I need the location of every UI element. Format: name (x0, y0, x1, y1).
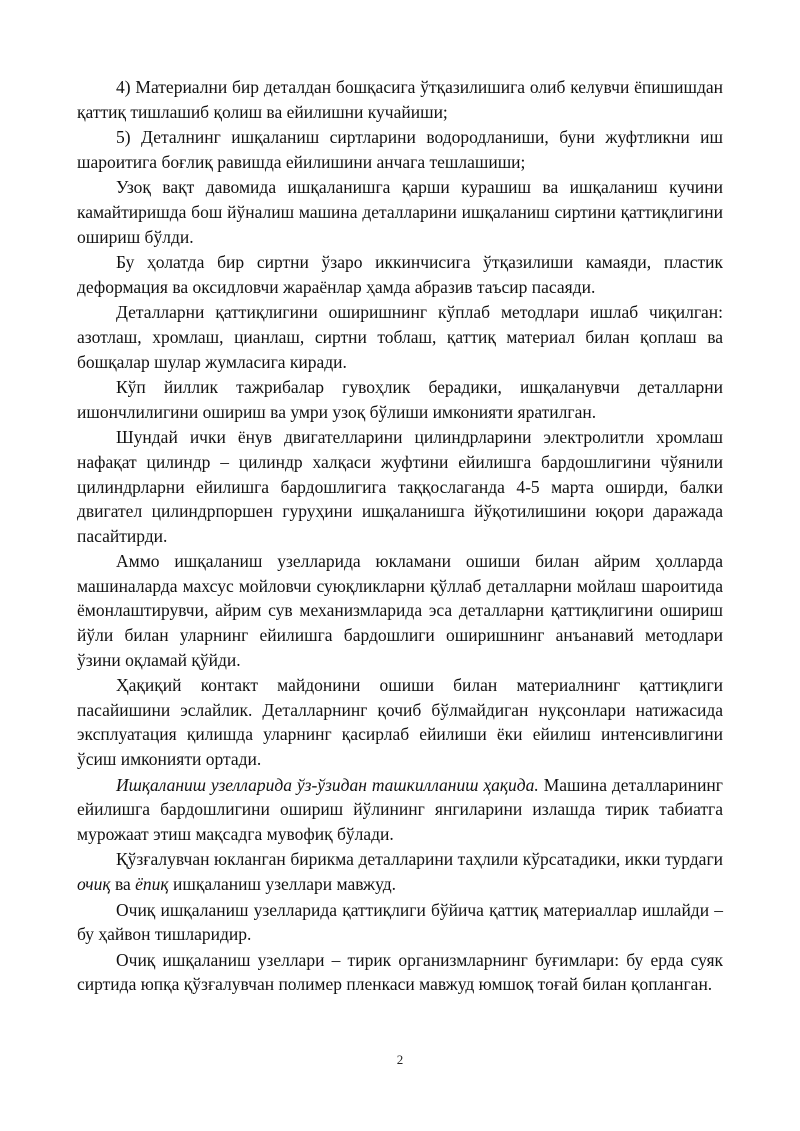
paragraph-text: ва (110, 874, 136, 894)
paragraph (77, 898, 723, 947)
paragraph-text: ишқаланиш узеллари мавжуд. (168, 874, 396, 894)
page-number: 2 (396, 1052, 404, 1067)
paragraph-item-4 (77, 75, 723, 124)
paragraph-text: Очиқ ишқаланиш узеллари – тирик организмларнинг буғимлари: бу ерда суяк сиртида юпқа қўзғалувчан полимер пленкаси мавжуд юмшоқ тоғай билан қопланган. (77, 949, 723, 995)
paragraph (77, 549, 723, 672)
paragraph (77, 250, 723, 299)
paragraph (77, 375, 723, 424)
document-body (77, 74, 723, 997)
paragraph-item-5 (77, 125, 723, 174)
paragraph (77, 300, 723, 374)
term-open: очиқ (77, 874, 111, 894)
paragraph-text: 5) Деталнинг ишқаланиш сиртларини водородланиши, буни жуфтликни иш шароитига боғлиқ равишда ейилишини анчага тешлашиши; (77, 127, 723, 172)
paragraph-text: Ҳақиқий контакт майдонини ошиши билан материалнинг қаттиқлиги пасайишини эслайлик. Деталларнинг қочиб бўлмайдиган нуқсонлари натижасида эксплуатация қилишда уларнинг қасирлаб ейилиши ёки ейилиш интенсивлигини ўсиш имконияти ортади. (77, 675, 723, 770)
paragraph-text: Деталларни қаттиқлигини оширишнинг кўплаб методлари ишлаб чиқилган: азотлаш, хромлаш, цианлаш, сиртни тоблаш, қаттиқ материал билан қоплаш ва бошқалар шулар жумласига киради. (77, 302, 723, 372)
paragraph-text: Қўзғалувчан юкланган бирикма деталларини таҳлили кўрсатадики, икки турдаги (116, 849, 723, 870)
section-heading: Ишқаланиш узелларида ўз-ўзидан ташкилланиш ҳақида. (116, 774, 539, 795)
paragraph-text: Аммо ишқаланиш узелларида юкламани ошиши билан айрим ҳолларда машиналарда махсус мойловчи суюқликларни қўллаб деталларни мойлаш шароитида ёмонлаштирувчи, айрим сув механизмларида эса деталларни қаттиқлигини ошириш йўли билан уларнинг ейилишга бардошлиги оширишнинг анъанавий методлари ўзини оқламай қўйди. (77, 551, 723, 670)
paragraph (77, 175, 723, 249)
term-closed: ёпиқ (135, 874, 169, 894)
paragraph (77, 673, 723, 771)
paragraph-text: Узоқ вақт давомида ишқаланишга қарши курашиш ва ишқаланиш кучини камайтиришда бош йўналиш машина деталларини ишқаланиш сиртини қаттиқлигини ошириш бўлди. (77, 177, 723, 247)
paragraph (77, 847, 723, 896)
paragraph (77, 948, 723, 997)
paragraph-text: Машина деталларининг ейилишга бардошлигини ошириш йўлининг янгиларини излашда тирик табиатга мурожаат этиш мақсадга мувофиқ бўлади. (77, 774, 723, 844)
paragraph-text: Кўп йиллик тажрибалар гувоҳлик берадики, ишқаланувчи деталларни ишончлилигини ошириш ва умри узоқ бўлиши имконияти яратилган. (77, 377, 723, 422)
paragraph-text: 4) Материални бир деталдан бошқасига ўтқазилишига олиб келувчи ёпишишдан қаттиқ тишлашиб қолиш ва ейилишни кучайиши; (77, 77, 723, 122)
paragraph-text: Очиқ ишқаланиш узелларида қаттиқлиги бўйича қаттиқ материаллар ишлайди – бу ҳайвон тишларидир. (77, 899, 723, 945)
paragraph-text: Бу ҳолатда бир сиртни ўзаро иккинчисига ўтқазилиши камаяди, пластик деформация ва оксидловчи жараёнлар ҳамда абразив таъсир пасаяди. (77, 252, 723, 297)
paragraph-text: Шундай ички ёнув двигателларини цилиндрларини электролитли хромлаш нафақат цилиндр – цилиндр халқаси жуфтини ейилишга бардошлигини чўянили цилиндрларни ейилишга бардошлигига таққослаганда 4-5 марта оширди, балки двигател цилиндрпоршен гуруҳини ишқаланишга йўқотилишини юқори даражада пасайтирди. (77, 427, 723, 546)
paragraph (77, 425, 723, 548)
paragraph-section-heading (77, 773, 723, 847)
